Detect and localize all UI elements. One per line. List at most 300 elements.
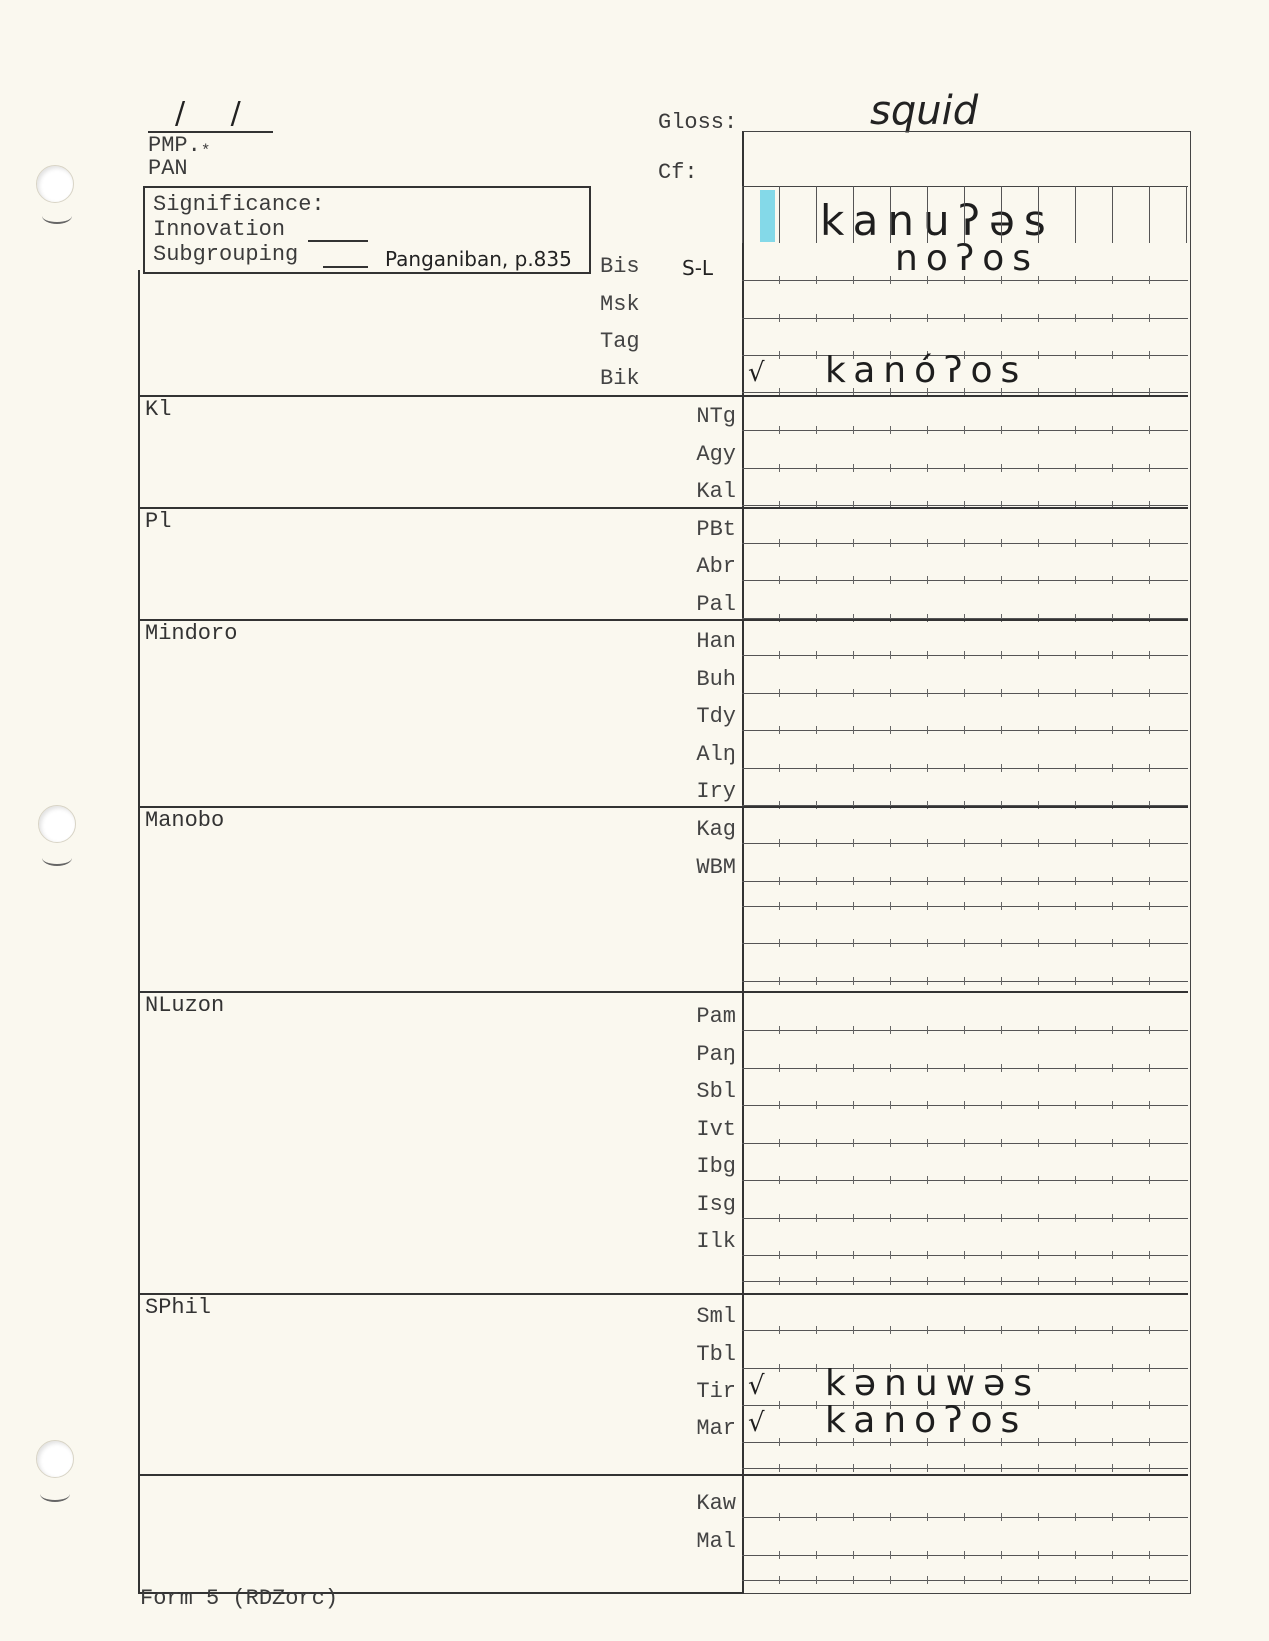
group-label-manobo: Manobo [145,808,225,833]
grid-tick [1112,1277,1113,1285]
grid-tick [816,977,817,985]
grid-tick [1038,464,1039,472]
grid-tick [779,651,780,659]
grid-tick [1149,1101,1150,1109]
grid-tick [1038,1176,1039,1184]
grid-tick [1149,939,1150,947]
grid-tick [1149,1277,1150,1285]
grid-tick [853,464,854,472]
grid-tick [816,1438,817,1446]
grid-tick [779,1139,780,1147]
grid-tick [927,764,928,772]
lang-form-tir: kənuwəs [825,1363,1040,1404]
grid-tick [816,902,817,910]
top-entry-highlight [760,190,775,242]
lang-code-pal: Pal [696,592,736,617]
punch-hole-middle [38,805,76,843]
grid-tick [779,1277,780,1285]
gloss-label: Gloss: [658,110,738,135]
lang-code-tdy: Tdy [696,704,736,729]
group-label-sphil: SPhil [145,1295,212,1320]
grid-tick [853,276,854,284]
grid-row-line [742,468,1188,469]
grid-tick [964,689,965,697]
grid-tick [1001,464,1002,472]
grid-tick [1075,1364,1076,1372]
grid-row-line [742,1468,1188,1469]
grid-tick [890,939,891,947]
grid-tick [1038,1064,1039,1072]
grid-tick [1149,1064,1150,1072]
grid-tick [1112,426,1113,434]
grid-tick [890,977,891,985]
grid-tick [1075,539,1076,547]
grid-tick [1075,1101,1076,1109]
lang-code-sbl: Sbl [696,1079,736,1104]
grid-row-line [742,1105,1188,1106]
grid-tick [816,1214,817,1222]
grid-tick [1149,1576,1150,1584]
top-cell-divider [927,186,928,243]
grid-tick [853,1176,854,1184]
grid-tick [779,1364,780,1372]
grid-tick [853,426,854,434]
grid-tick [779,1576,780,1584]
grid-tick [1001,426,1002,434]
lang-code-iry: Iry [696,779,736,804]
lang-code-bik: Bik [600,366,640,391]
grid-tick [890,314,891,322]
grid-tick [816,1101,817,1109]
grid-tick [1112,689,1113,697]
lang-code-al: Alŋ [696,742,736,767]
grid-tick [890,1251,891,1259]
group-separator [138,507,1188,509]
pan-label: PAN [148,156,188,181]
grid-tick [1038,651,1039,659]
grid-tick [1001,726,1002,734]
grid-tick [1075,1576,1076,1584]
grid-tick [1075,977,1076,985]
grid-tick [927,1576,928,1584]
grid-tick [964,726,965,734]
grid-tick [779,1326,780,1334]
lang-code-abr: Abr [696,554,736,579]
grid-tick [927,1101,928,1109]
lang-form-bis: noʔos [895,238,1039,279]
grid-tick [1112,1438,1113,1446]
group-label-mindoro: Mindoro [145,621,238,646]
grid-tick [1001,1176,1002,1184]
lang-code-ivt: Ivt [696,1117,736,1142]
grid-row-line [742,730,1188,731]
pmp-star: * [200,142,211,160]
grid-tick [1001,1026,1002,1034]
top-cell-divider [742,186,743,243]
subgrouping-label: Subgrouping [153,242,299,267]
grid-row-line [742,906,1188,907]
grid-tick [779,576,780,584]
grid-tick [816,1464,817,1472]
grid-tick [1112,902,1113,910]
lang-code-sml: Sml [696,1304,736,1329]
grid-row-line [742,881,1188,882]
group-separator [138,619,1188,621]
grid-tick [964,1101,965,1109]
lang-code-isg: Isg [696,1192,736,1217]
grid-tick [964,651,965,659]
grid-tick [1112,877,1113,885]
grid-tick [927,689,928,697]
grid-row-line [742,1180,1188,1181]
pmp-reconstruction-marks: / / [175,96,259,131]
grid-tick [779,902,780,910]
grid-tick [927,1464,928,1472]
grid-tick [779,877,780,885]
top-cell-divider [1001,186,1002,243]
grid-tick [890,1326,891,1334]
grid-tick [816,839,817,847]
grid-tick [927,902,928,910]
pmp-label-text: PMP. [148,133,201,158]
grid-tick [1001,1277,1002,1285]
grid-tick [779,1464,780,1472]
grid-tick [927,539,928,547]
grid-tick [853,1513,854,1521]
grid-tick [890,1101,891,1109]
grid-row-line [742,543,1188,544]
grid-tick [1038,1277,1039,1285]
grid-tick [927,1214,928,1222]
grid-tick [1001,651,1002,659]
grid-tick [1038,877,1039,885]
grid-tick [964,539,965,547]
grid-tick [853,1576,854,1584]
grid-tick [853,839,854,847]
grid-tick [816,764,817,772]
grid-tick [816,1251,817,1259]
grid-tick [890,1176,891,1184]
grid-tick [964,939,965,947]
lang-code-wbm: WBM [696,855,736,880]
grid-tick [927,314,928,322]
grid-tick [927,651,928,659]
grid-tick [890,689,891,697]
top-cell-divider [1149,186,1150,243]
grid-tick [779,464,780,472]
punch-hole-middle-shadow [42,850,72,866]
grid-tick [1149,1214,1150,1222]
grid-tick [1149,1139,1150,1147]
grid-tick [816,1026,817,1034]
grid-tick [1075,939,1076,947]
top-cell-divider [1186,186,1187,243]
grid-tick [1001,689,1002,697]
grid-tick [964,764,965,772]
grid-tick [1149,314,1150,322]
grid-tick [1149,576,1150,584]
grid-tick [927,1551,928,1559]
grid-tick [964,1139,965,1147]
grid-tick [1112,314,1113,322]
grid-tick [927,839,928,847]
grid-tick [853,977,854,985]
grid-tick [1112,651,1113,659]
punch-hole-top-shadow [42,208,72,224]
grid-tick [1149,689,1150,697]
grid-tick [927,977,928,985]
top-cell-row-line [742,186,1188,187]
grid-tick [1112,1064,1113,1072]
grid-tick [1038,351,1039,359]
grid-tick [1038,1326,1039,1334]
grid-tick [1112,1176,1113,1184]
lang-code-tbl: Tbl [696,1342,736,1367]
grid-tick [890,1139,891,1147]
grid-tick [1075,1064,1076,1072]
grid-tick [853,939,854,947]
grid-tick [816,276,817,284]
grid-tick [1038,1551,1039,1559]
subgrouping-blank [323,266,368,268]
grid-tick [816,1551,817,1559]
grid-tick [1075,351,1076,359]
grid-tick [1075,689,1076,697]
lang-check-mar: √ [748,1408,765,1438]
grid-row-line [742,1068,1188,1069]
grid-row-line [742,280,1188,281]
grid-tick [1075,1139,1076,1147]
group-separator [138,806,1188,808]
group-label-pl: Pl [145,509,172,534]
grid-tick [1001,1513,1002,1521]
grid-tick [964,977,965,985]
lang-code-pa: Paŋ [696,1042,736,1067]
grid-tick [1075,1326,1076,1334]
grid-tick [1001,576,1002,584]
grid-tick [853,1026,854,1034]
grid-tick [1149,539,1150,547]
grid-tick [1149,977,1150,985]
grid-tick [1112,1026,1113,1034]
grid-tick [1112,1101,1113,1109]
grid-row-line [742,981,1188,982]
grid-tick [1075,1551,1076,1559]
top-cell-divider [816,186,817,243]
lang-code-tir: Tir [696,1379,736,1404]
grid-tick [1001,1576,1002,1584]
grid-tick [1149,1026,1150,1034]
grid-tick [890,576,891,584]
grid-tick [853,1139,854,1147]
grid-tick [853,764,854,772]
grid-tick [779,1101,780,1109]
top-cell-divider [890,186,891,243]
grid-tick [927,1176,928,1184]
grid-tick [1075,314,1076,322]
grid-tick [1038,576,1039,584]
grid-tick [1075,1214,1076,1222]
punch-hole-top [36,165,74,203]
grid-tick [964,1026,965,1034]
grid-tick [1112,1364,1113,1372]
grid-tick [816,351,817,359]
grid-tick [779,1214,780,1222]
grid-tick [1001,877,1002,885]
grid-tick [816,1576,817,1584]
grid-tick [779,426,780,434]
grid-tick [964,1251,965,1259]
grid-tick [1038,426,1039,434]
grid-tick [853,314,854,322]
lang-code-pbt: PBt [696,517,736,542]
grid-tick [816,1139,817,1147]
grid-row-line [742,655,1188,656]
grid-tick [779,1064,780,1072]
grid-tick [1149,1176,1150,1184]
grid-tick [927,939,928,947]
lang-code-mar: Mar [696,1416,736,1441]
group-label-nluzon: NLuzon [145,993,225,1018]
grid-tick [853,651,854,659]
grid-tick [816,1277,817,1285]
grid-tick [816,1326,817,1334]
grid-tick [853,576,854,584]
grid-tick [1149,1438,1150,1446]
grid-tick [1001,1064,1002,1072]
grid-tick [1075,426,1076,434]
grid-row-line [742,392,1188,393]
grid-tick [816,314,817,322]
grid-tick [1149,726,1150,734]
grid-tick [927,1513,928,1521]
grid-tick [816,651,817,659]
grid-tick [853,1251,854,1259]
grid-tick [1112,1326,1113,1334]
grid-tick [1112,464,1113,472]
lang-code-msk: Msk [600,292,640,317]
grid-tick [816,539,817,547]
grid-tick [779,1251,780,1259]
grid-tick [1001,539,1002,547]
grid-tick [964,1576,965,1584]
grid-tick [964,902,965,910]
grid-tick [890,1026,891,1034]
grid-tick [1001,764,1002,772]
grid-tick [1001,1139,1002,1147]
top-cell-divider [853,186,854,243]
grid-tick [1149,1513,1150,1521]
grid-tick [1112,576,1113,584]
group-separator [138,1293,1188,1295]
grid-tick [816,1364,817,1372]
grid-tick [1149,902,1150,910]
grid-tick [853,1064,854,1072]
top-cell-divider [1038,186,1039,243]
grid-tick [964,1277,965,1285]
grid-tick [964,1214,965,1222]
grid-tick [1001,839,1002,847]
top-cell-divider [1075,186,1076,243]
gloss-value: squid [870,88,979,134]
grid-row-line [742,1555,1188,1556]
lang-code-han: Han [696,629,736,654]
grid-tick [1001,1551,1002,1559]
grid-tick [853,1214,854,1222]
lang-code-ibg: Ibg [696,1154,736,1179]
grid-tick [1149,764,1150,772]
grid-row-line [742,318,1188,319]
lang-code-ilk: Ilk [696,1229,736,1254]
grid-tick [890,1464,891,1472]
top-entry-form: kanuʔəs [820,196,1055,245]
grid-tick [779,1026,780,1034]
grid-tick [853,539,854,547]
grid-row-line [742,1143,1188,1144]
grid-tick [927,1251,928,1259]
punch-hole-bottom-shadow [40,1486,70,1502]
grid-tick [1149,1251,1150,1259]
grid-tick [964,1176,965,1184]
grid-tick [816,426,817,434]
grid-tick [1038,1139,1039,1147]
lang-code-ntg: NTg [696,404,736,429]
grid-tick [1149,1401,1150,1409]
grid-tick [853,1277,854,1285]
grid-tick [779,1401,780,1409]
grid-tick [779,939,780,947]
grid-tick [1001,1251,1002,1259]
grid-tick [927,1277,928,1285]
grid-tick [853,902,854,910]
grid-tick [1112,977,1113,985]
grid-tick [890,877,891,885]
grid-row-line [742,1255,1188,1256]
lang-code-kag: Kag [696,817,736,842]
grid-tick [890,1064,891,1072]
grid-tick [1038,1251,1039,1259]
grid-tick [890,539,891,547]
grid-tick [1112,1401,1113,1409]
grid-tick [1112,539,1113,547]
grid-tick [779,689,780,697]
grid-tick [853,726,854,734]
grid-tick [890,1576,891,1584]
grid-tick [1149,1326,1150,1334]
grid-tick [816,689,817,697]
grid-tick [1001,902,1002,910]
grid-tick [779,1513,780,1521]
grid-tick [964,1064,965,1072]
lang-form-bik: kanóʔos [825,350,1028,391]
group-separator [138,1474,1188,1476]
grid-tick [779,1551,780,1559]
grid-tick [964,426,965,434]
grid-tick [1001,977,1002,985]
lang-code-buh: Buh [696,667,736,692]
grid-tick [1112,1576,1113,1584]
grid-tick [890,902,891,910]
grid-tick [1112,351,1113,359]
grid-tick [1038,839,1039,847]
lang-code-bis: Bis [600,254,640,279]
grid-row-line [742,1030,1188,1031]
group-separator [138,991,1188,993]
grid-tick [1038,1438,1039,1446]
grid-tick [1112,726,1113,734]
grid-tick [779,839,780,847]
lang-note-bis: S-L [682,256,714,280]
